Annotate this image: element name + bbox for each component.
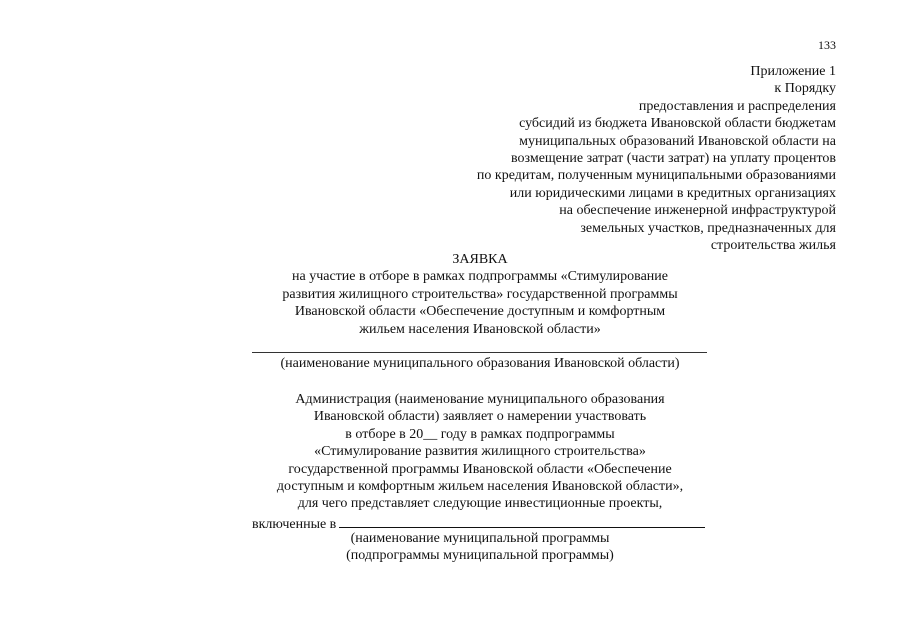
body-line: Администрация (наименование муниципального образования <box>295 392 665 407</box>
municipality-name-line <box>252 352 707 353</box>
appendix-line: к Порядку <box>774 81 836 97</box>
program-caption-block <box>230 530 730 565</box>
program-caption-line: (наименование муниципальной программы <box>350 531 610 546</box>
appendix-line: по кредитам, полученным муниципальными образованиями <box>476 168 836 184</box>
body-line: для чего представляет следующие инвестиционные проекты, <box>297 496 663 512</box>
appendix-line: Приложение 1 <box>750 64 836 79</box>
document-title: ЗАЯВКА <box>452 252 508 267</box>
appendix-line: строительства жилья <box>710 238 836 254</box>
municipality-caption-block <box>230 355 730 372</box>
body-line: государственной программы Ивановской области «Обеспечение <box>288 461 672 477</box>
appendix-line: земельных участков, предназначенных для <box>580 220 836 236</box>
subtitle-line: жильем населения Ивановской области» <box>359 321 601 337</box>
appendix-line: на обеспечение инженерной инфраструктурой <box>559 203 836 219</box>
subtitle-line: развития жилищного строительства» государственной программы <box>282 286 678 302</box>
subtitle-line: на участие в отборе в рамках подпрограммы «Стимулирование <box>292 269 668 285</box>
appendix-header <box>400 63 836 254</box>
body-line: доступным и комфортным жильем населения Ивановской области», <box>276 479 684 495</box>
appendix-line: предоставления и распределения <box>638 98 836 114</box>
municipality-caption: (наименование муниципального образования Ивановской области) <box>280 356 680 371</box>
appendix-line: или юридическими лицами в кредитных организациях <box>509 185 836 201</box>
page-number: 133 <box>818 38 836 52</box>
included-label: включенные в <box>252 517 337 532</box>
application-body <box>230 391 730 513</box>
body-line: в отборе в 20__ году в рамках подпрограммы <box>345 426 615 442</box>
subtitle-line: Ивановской области «Обеспечение доступным и комфортным <box>294 304 666 320</box>
program-name-blank <box>339 513 705 528</box>
body-line: Ивановской области) заявляет о намерении участвовать <box>313 409 647 425</box>
body-line: «Стимулирование развития жилищного строительства» <box>314 444 646 460</box>
program-caption-line: (подпрограммы муниципальной программы) <box>346 548 614 564</box>
application-title-block <box>230 251 730 338</box>
appendix-line: муниципальных образований Ивановской области на <box>519 133 836 149</box>
appendix-line: субсидий из бюджета Ивановской области бюджетам <box>519 116 836 132</box>
appendix-line: возмещение затрат (части затрат) на уплату процентов <box>510 151 836 167</box>
